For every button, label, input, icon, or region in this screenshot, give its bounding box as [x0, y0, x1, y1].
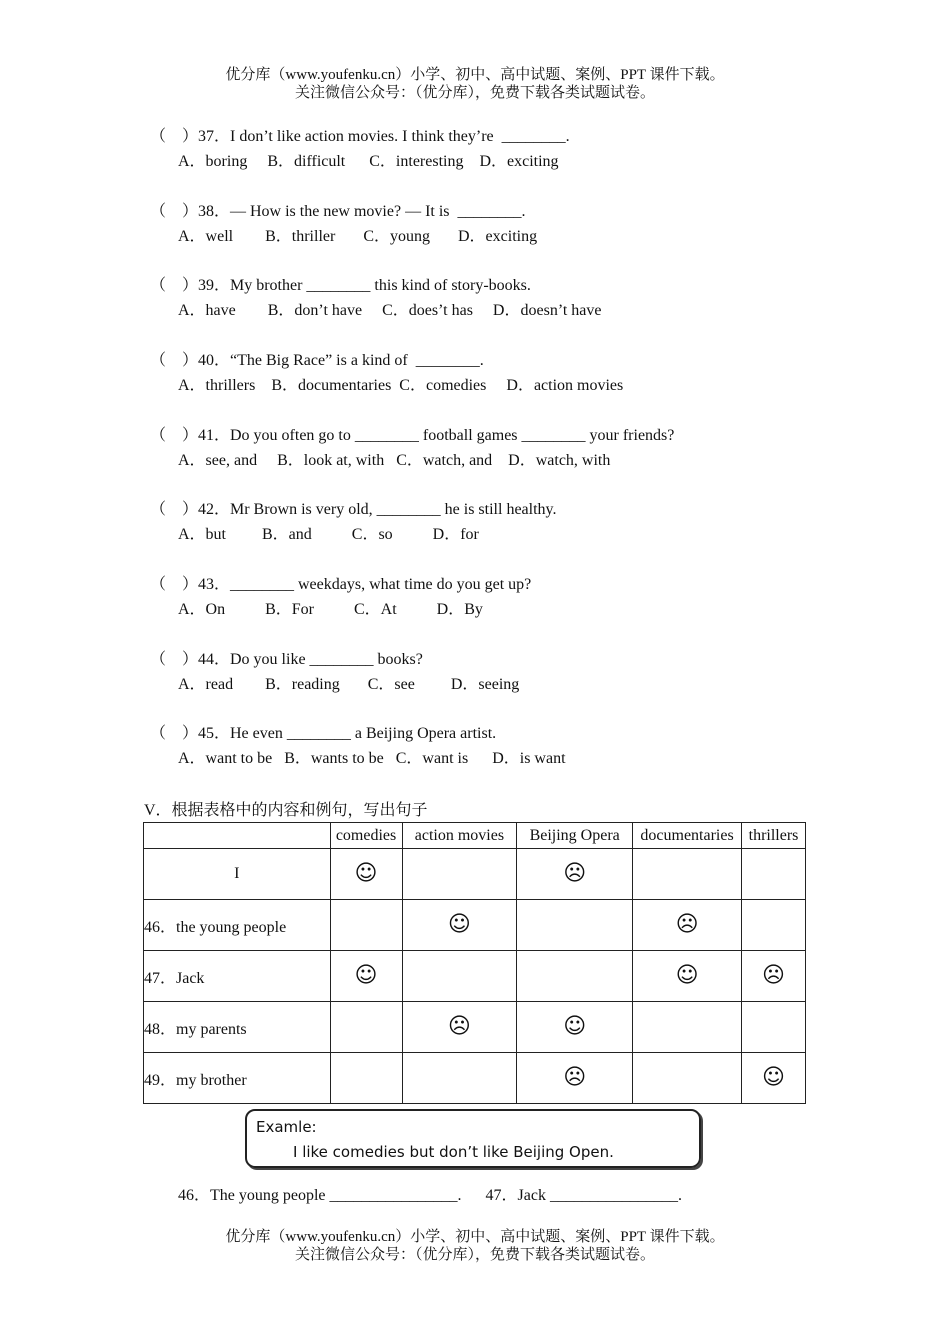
smiley-face-icon: ☺	[563, 1014, 587, 1039]
face-cell	[402, 849, 517, 900]
frowning-face-icon: ☹	[563, 1065, 587, 1090]
question-42	[150, 497, 850, 547]
page-footer	[0, 1228, 950, 1264]
question-39	[150, 273, 850, 323]
face-cell	[742, 1002, 806, 1053]
face-cell	[402, 1053, 517, 1104]
footer-line-1: 优分库（www.youfenku.cn）小学、初中、高中试题、案例、PPT 课件下载。	[225, 1229, 725, 1245]
frowning-face-icon: ☹	[563, 861, 587, 886]
face-cell	[517, 1002, 633, 1053]
question-options: A．well B．thriller C．young D．exciting	[178, 228, 538, 245]
question-stem: （ ）37．I don’t like action movies. I think they’re ________.	[150, 128, 570, 145]
question-37	[150, 124, 850, 174]
face-cell	[633, 1002, 742, 1053]
smiley-face-icon: ☺	[762, 1065, 785, 1090]
face-cell	[633, 951, 742, 1002]
table-header-cell: thrillers	[742, 823, 806, 849]
table-header-cell	[144, 823, 331, 849]
question-stem: （ ）41．Do you often go to ________ football games ________ your friends?	[150, 427, 675, 444]
row-label: I	[144, 849, 331, 900]
table-header-row	[144, 823, 806, 849]
question-options: A．On B．For C．At D．By	[178, 601, 483, 618]
question-stem: （ ）45．He even ________ a Beijing Opera artist.	[150, 725, 497, 742]
table-row	[144, 900, 806, 951]
face-cell	[742, 1053, 806, 1104]
face-cell	[402, 951, 517, 1002]
smiley-face-icon: ☺	[354, 861, 378, 886]
face-cell	[330, 951, 402, 1002]
question-options: A．have B．don’t have C．does’t has D．doesn’t have	[178, 302, 602, 319]
question-stem: （ ）44．Do you like ________ books?	[150, 651, 423, 668]
face-cell	[633, 849, 742, 900]
row-label: 47．Jack	[144, 951, 331, 1002]
face-cell	[633, 900, 742, 951]
question-43	[150, 572, 850, 622]
face-cell	[517, 849, 633, 900]
question-options: A．see, and B．look at, with C．watch, and D．watch, with	[178, 452, 611, 469]
table-row	[144, 1002, 806, 1053]
question-41	[150, 423, 850, 473]
question-options: A．thrillers B．documentaries C．comedies D．action movies	[178, 377, 624, 394]
answer-line: 46．The young people ________________. 47．Jack ________________.	[178, 1187, 682, 1204]
preferences-table	[143, 822, 806, 1104]
face-cell	[517, 900, 633, 951]
question-45	[150, 721, 850, 771]
face-cell	[517, 1053, 633, 1104]
face-cell	[330, 849, 402, 900]
table-row	[144, 849, 806, 900]
face-cell	[633, 1053, 742, 1104]
smiley-face-icon: ☺	[447, 912, 471, 937]
question-stem: （ ）39．My brother ________ this kind of story-books.	[150, 277, 531, 294]
table-row	[144, 951, 806, 1002]
frowning-face-icon: ☹	[447, 1014, 471, 1039]
question-options: A．want to be B．wants to be C．want is D．is want	[178, 750, 566, 767]
row-label: 46．the young people	[144, 900, 331, 951]
question-stem: （ ）43．________ weekdays, what time do you get up?	[150, 576, 532, 593]
question-stem: （ ）42．Mr Brown is very old, ________ he is still healthy.	[150, 501, 557, 518]
face-cell	[742, 900, 806, 951]
table-row	[144, 1053, 806, 1104]
table-header-cell: Beijing Opera	[517, 823, 633, 849]
row-label: 48．my parents	[144, 1002, 331, 1053]
face-cell	[402, 900, 517, 951]
smiley-face-icon: ☺	[675, 963, 699, 988]
face-cell	[742, 849, 806, 900]
face-cell	[517, 951, 633, 1002]
face-cell	[402, 1002, 517, 1053]
frowning-face-icon: ☹	[762, 963, 785, 988]
question-stem: （ ）40．“The Big Race” is a kind of ________.	[150, 352, 484, 369]
header-line-1: 优分库（www.youfenku.cn）小学、初中、高中试题、案例、PPT 课件下载。	[225, 67, 725, 83]
question-options: A．read B．reading C．see D．seeing	[178, 676, 520, 693]
face-cell	[330, 1053, 402, 1104]
question-38	[150, 199, 850, 249]
smiley-face-icon: ☺	[354, 963, 378, 988]
example-sentence: I like comedies but don’t like Beijing Open.	[293, 1143, 614, 1161]
question-40	[150, 348, 850, 398]
table-header-cell: documentaries	[633, 823, 742, 849]
row-label: 49．my brother	[144, 1053, 331, 1104]
example-box	[245, 1109, 701, 1168]
page-header	[0, 66, 950, 102]
footer-line-2: 关注微信公众号：（优分库），免费下载各类试题试卷。	[294, 1247, 655, 1263]
face-cell	[330, 1002, 402, 1053]
frowning-face-icon: ☹	[675, 912, 699, 937]
table-header-cell: comedies	[330, 823, 402, 849]
question-options: A．but B．and C．so D．for	[178, 526, 479, 543]
example-title: Examle:	[256, 1118, 317, 1136]
question-stem: （ ）38．— How is the new movie? — It is ________.	[150, 203, 526, 220]
section-title: V．根据表格中的内容和例句，写出句子	[144, 802, 428, 819]
face-cell	[330, 900, 402, 951]
question-44	[150, 647, 850, 697]
table-header-cell: action movies	[402, 823, 517, 849]
header-line-2: 关注微信公众号：（优分库），免费下载各类试题试卷。	[294, 85, 655, 101]
question-options: A．boring B．difficult C．interesting D．exciting	[178, 153, 559, 170]
face-cell	[742, 951, 806, 1002]
